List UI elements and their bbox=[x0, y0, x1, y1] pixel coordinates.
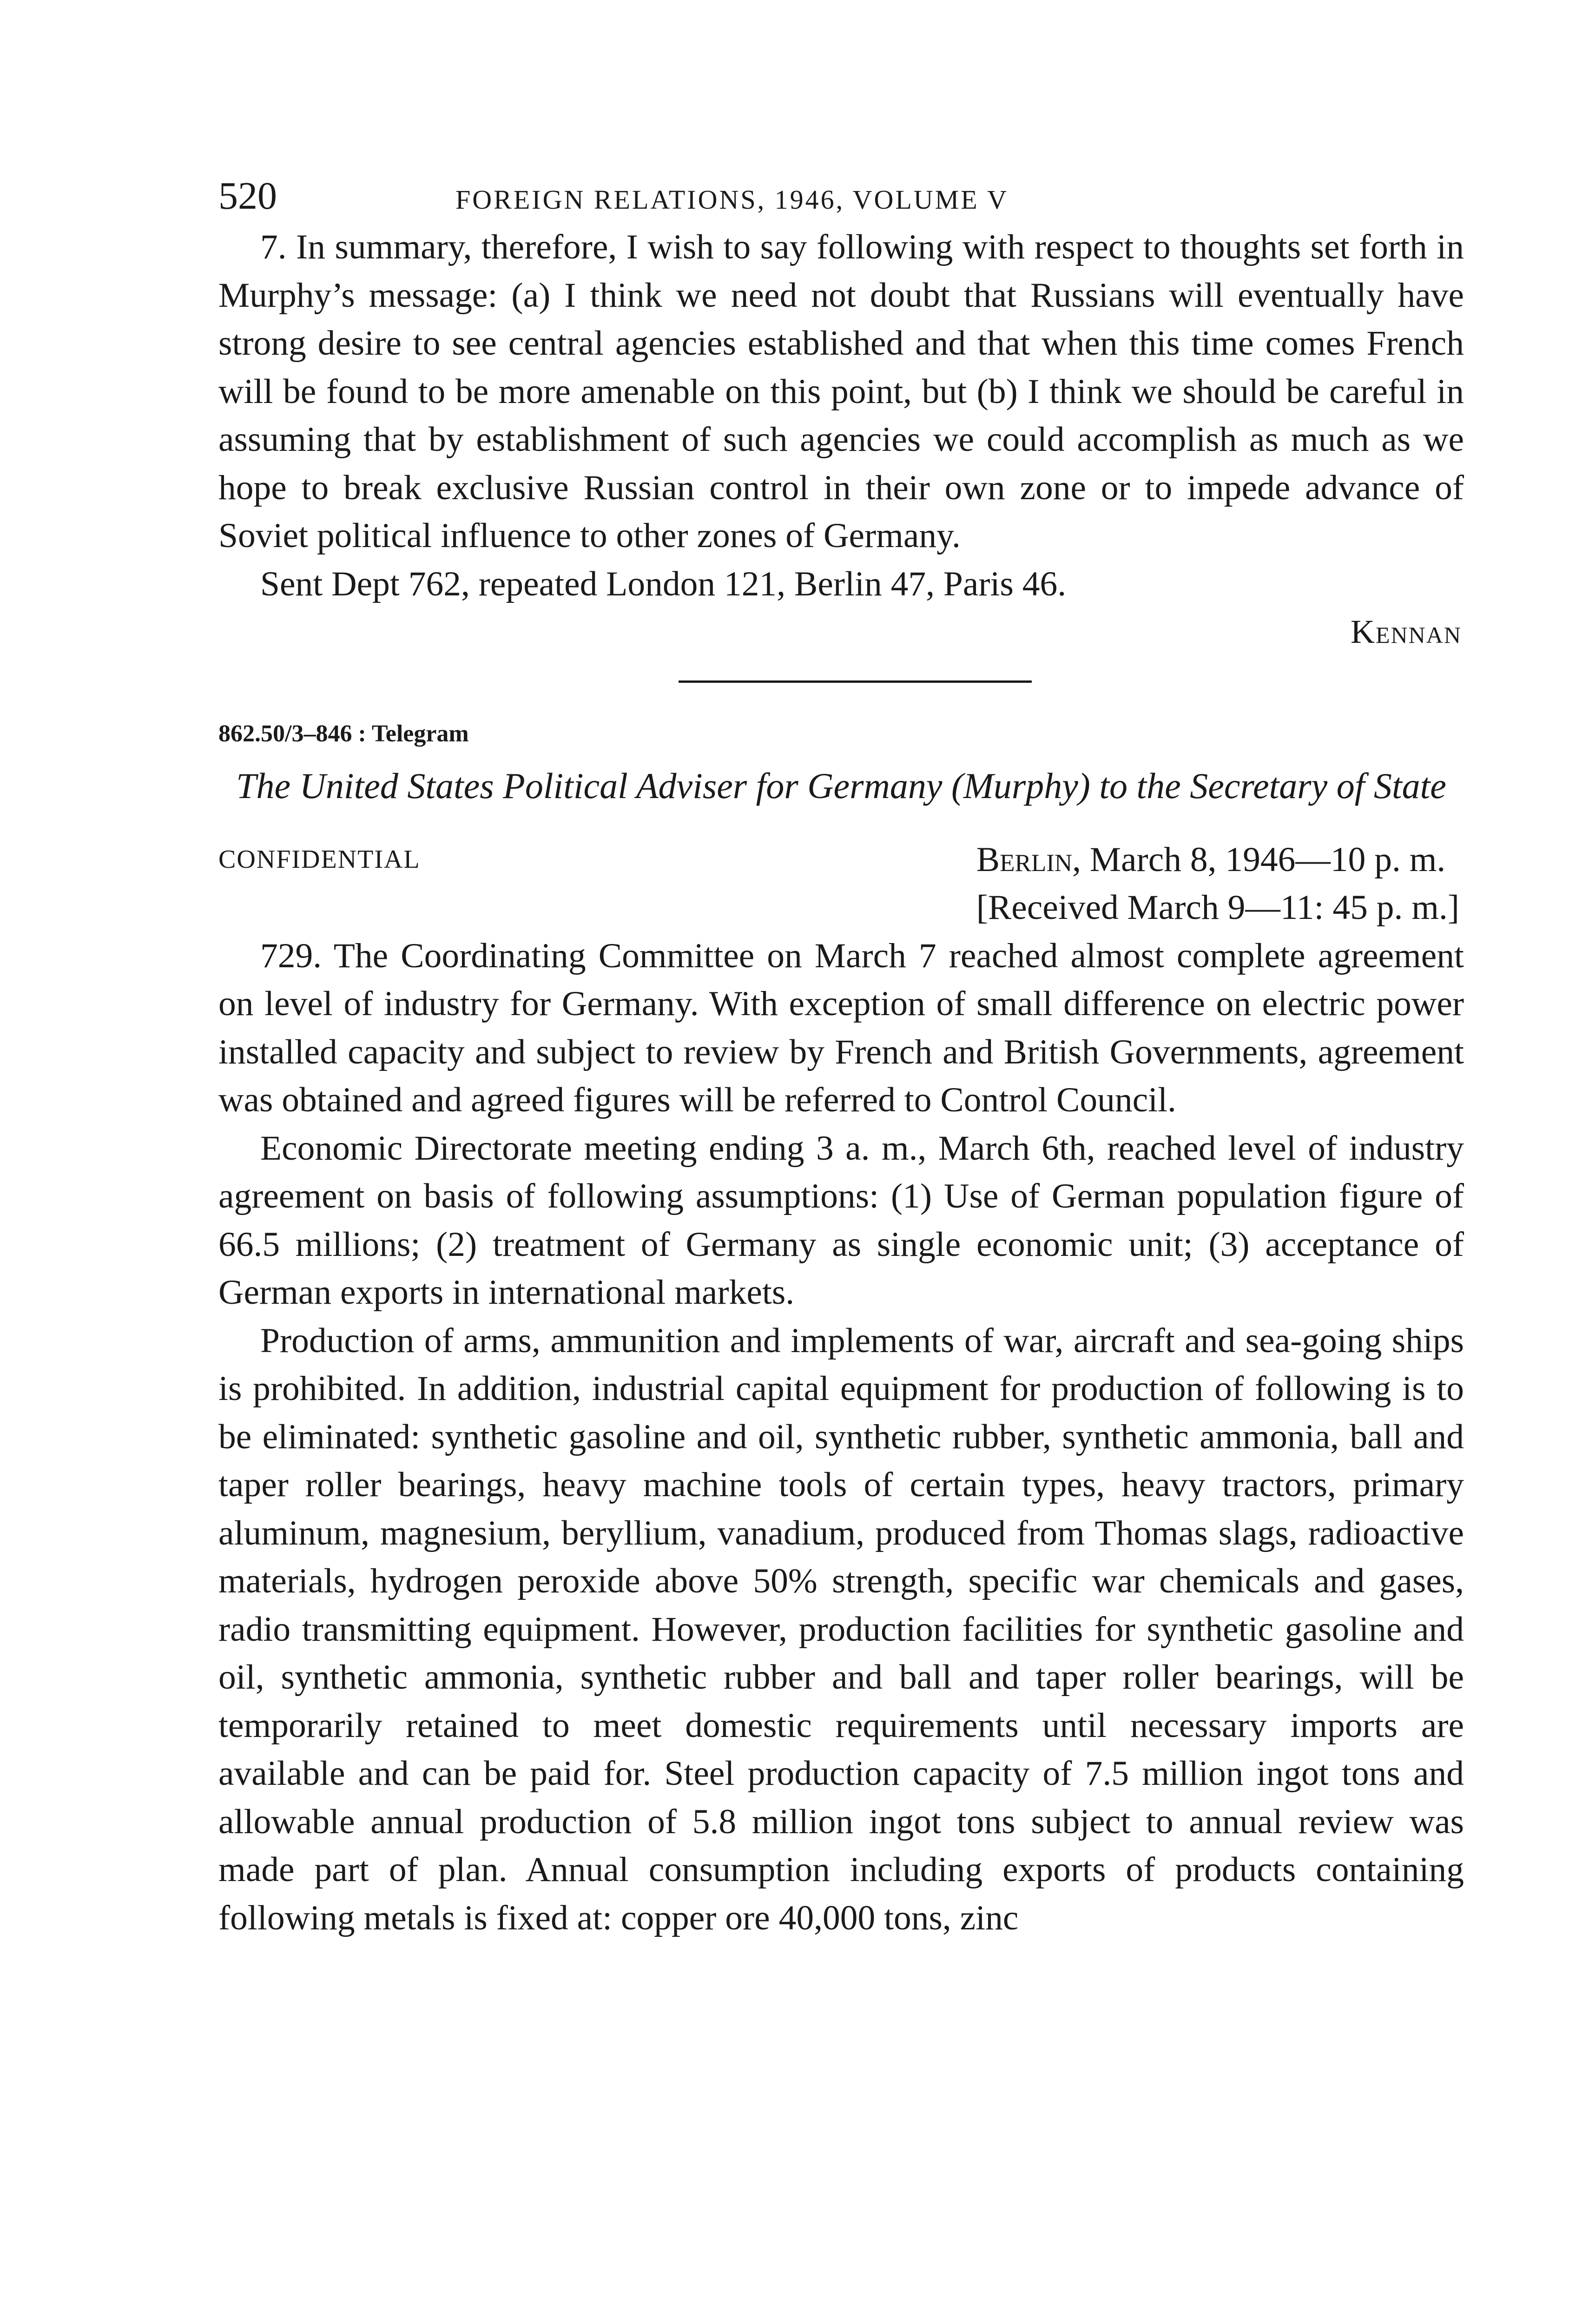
paragraph-production: Production of arms, ammunition and implements of war, aircraft and sea-going ships is prohibited. In addition, industrial capital equipment for production of following is to be eliminated: synthetic gasoline and oil, synthetic rubber, synthetic ammonia, ball and taper roller bearings, heavy machine tools of certain types, heavy tractors, primary aluminum, magnesium, beryllium, vanadium, produced from Thomas slags, radioactive materials, hydrogen peroxide above 50% strength, specific war chemicals and gases, radio transmitting equipment. However, production facilities for synthetic gasoline and oil, synthetic ammonia, synthetic rubber and ball and taper roller bearings, will be temporarily retained to meet domestic requirements until necessary imports are available and can be paid for. Steel production capacity of 7.5 million ingot tons and allowable annual production of 5.8 million ingot tons subject to annual review was made part of plan. Annual consumption including exports of products containing following metals is fixed at: copper ore 40,000 tons, zinc bbox=[218, 1321, 1464, 1937]
classification-label: CONFIDENTIAL bbox=[218, 845, 421, 874]
paragraph-729: 729. The Coordinating Committee on March 7 reached almost complete agreement on level of industry for Germany. With exception of small difference on electric power installed capacity and subject to review by French and British Governments, agreement was obtained and agreed figures will be referred to Control Council. bbox=[218, 936, 1464, 1119]
dateline-sent: , March 8, 1946—10 p. m. bbox=[1072, 840, 1446, 879]
dateline-received: [Received March 9—11: 45 p. m.] bbox=[976, 888, 1459, 927]
telegram-header bbox=[218, 836, 1464, 932]
file-reference: 862.50/3–846 : Telegram bbox=[218, 720, 469, 747]
document-title: The United States Political Adviser for Germany (Murphy) to the Secretary of State bbox=[236, 765, 1446, 806]
paragraph-economic-directorate: Economic Directorate meeting ending 3 a. m., March 6th, reached level of industry agreement on basis of following assumptions: (1) Use of German population figure of 66.5 millions; (2) treatment of Germany as single economic unit; (3) acceptance of German exports in international markets. bbox=[218, 1129, 1464, 1312]
section-divider bbox=[679, 680, 1032, 683]
sent-line bbox=[976, 836, 1459, 884]
paragraph-summary: 7. In summary, therefore, I wish to say following with respect to thoughts set forth in Murphy’s message: (a) I think we need not doubt that Russians will eventually have strong desire to see central agencies established and that when this time comes French will be found to be more amenable on this point, but (b) I think we should be careful in assuming that by establishment of such agencies we could accomplish as much as we hope to break exclusive Russian control in their own zone or to impede advance of Soviet political influence to other zones of Germany. bbox=[218, 228, 1464, 555]
running-title: FOREIGN RELATIONS, 1946, VOLUME V bbox=[455, 185, 1009, 215]
paragraph-distribution: Sent Dept 762, repeated London 121, Berlin 47, Paris 46. bbox=[260, 564, 1067, 603]
document-page bbox=[218, 172, 1464, 1942]
dateline-place: Berlin bbox=[976, 840, 1073, 879]
page-number: 520 bbox=[218, 174, 277, 218]
signature: Kennan bbox=[1351, 613, 1462, 650]
running-head bbox=[218, 172, 1464, 223]
dateline bbox=[976, 836, 1459, 932]
